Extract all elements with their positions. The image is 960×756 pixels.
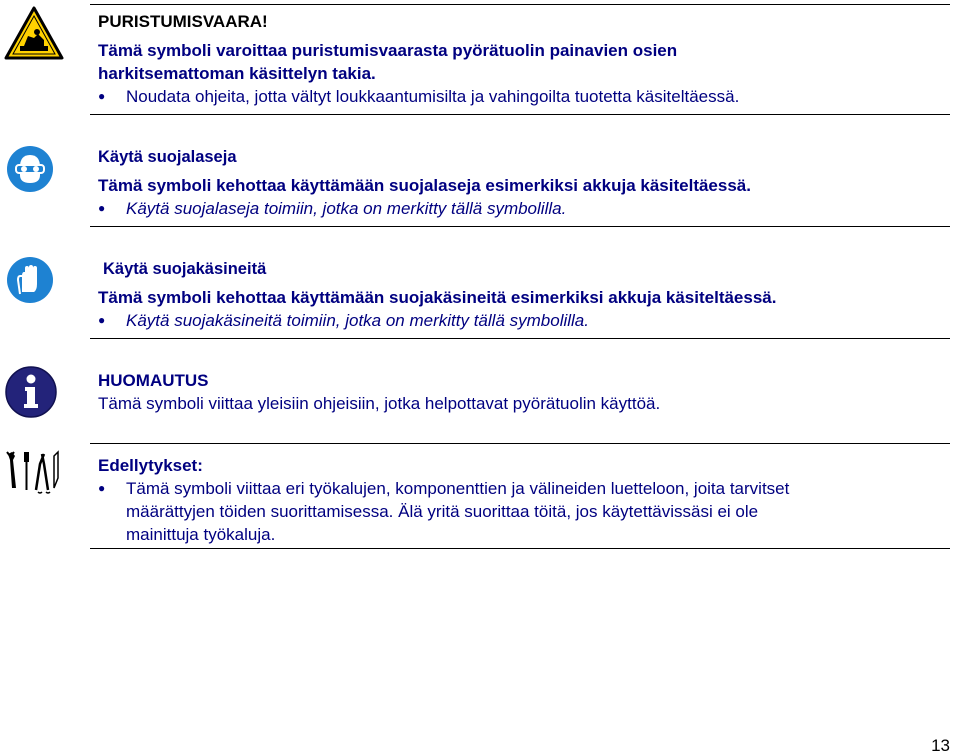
goggles-icon	[6, 145, 54, 193]
bullet-text: Tämä symboli viittaa eri työkalujen, komponenttien ja välineiden luetteloon, joita tarvitset	[126, 479, 790, 498]
bullet-marker: ●	[98, 481, 106, 495]
divider	[90, 548, 950, 549]
bullet-text: mainittuja työkaluja.	[126, 525, 276, 544]
divider	[90, 114, 950, 115]
page-number: 13	[931, 736, 950, 755]
bullet-text: Käytä suojalaseja toimiin, jotka on merkitty tällä symbolilla.	[126, 199, 567, 218]
crush-warning-icon	[4, 6, 64, 60]
section-heading: Edellytykset:	[98, 456, 203, 475]
bullet-text: määrättyjen töiden suorittamisessa. Älä yritä suorittaa töitä, jos käytettävissäsi ei ole	[126, 502, 759, 521]
section-heading: Käytä suojakäsineitä	[103, 260, 267, 278]
divider	[90, 226, 950, 227]
bullet-text: Noudata ohjeita, jotta vältyt loukkaantumisilta ja vahingoilta tuotetta käsiteltäessä.	[126, 87, 740, 106]
section-heading: PURISTUMISVAARA!	[98, 12, 268, 31]
section-heading: HUOMAUTUS	[98, 371, 209, 390]
section-description: Tämä symboli kehottaa käyttämään suojakäsineitä esimerkiksi akkuja käsiteltäessä.	[98, 288, 777, 307]
divider	[90, 338, 950, 339]
section-description: harkitsemattoman käsittelyn takia.	[98, 64, 376, 83]
section-description: Tämä symboli kehottaa käyttämään suojalaseja esimerkiksi akkuja käsiteltäessä.	[98, 176, 751, 195]
bullet-text: Käytä suojakäsineitä toimiin, jotka on merkitty tällä symbolilla.	[126, 311, 589, 330]
section-description: Tämä symboli viittaa yleisiin ohjeisiin, jotka helpottavat pyörätuolin käyttöä.	[98, 394, 661, 413]
tools-icon	[4, 448, 60, 496]
bullet-marker: ●	[98, 201, 106, 215]
info-icon	[5, 366, 57, 418]
section-heading: Käytä suojalaseja	[98, 148, 237, 166]
bullet-marker: ●	[98, 89, 106, 103]
gloves-icon	[6, 256, 54, 304]
divider	[90, 443, 950, 444]
divider	[90, 4, 950, 5]
bullet-marker: ●	[98, 313, 106, 327]
section-description: Tämä symboli varoittaa puristumisvaarasta pyörätuolin painavien osien	[98, 41, 678, 60]
